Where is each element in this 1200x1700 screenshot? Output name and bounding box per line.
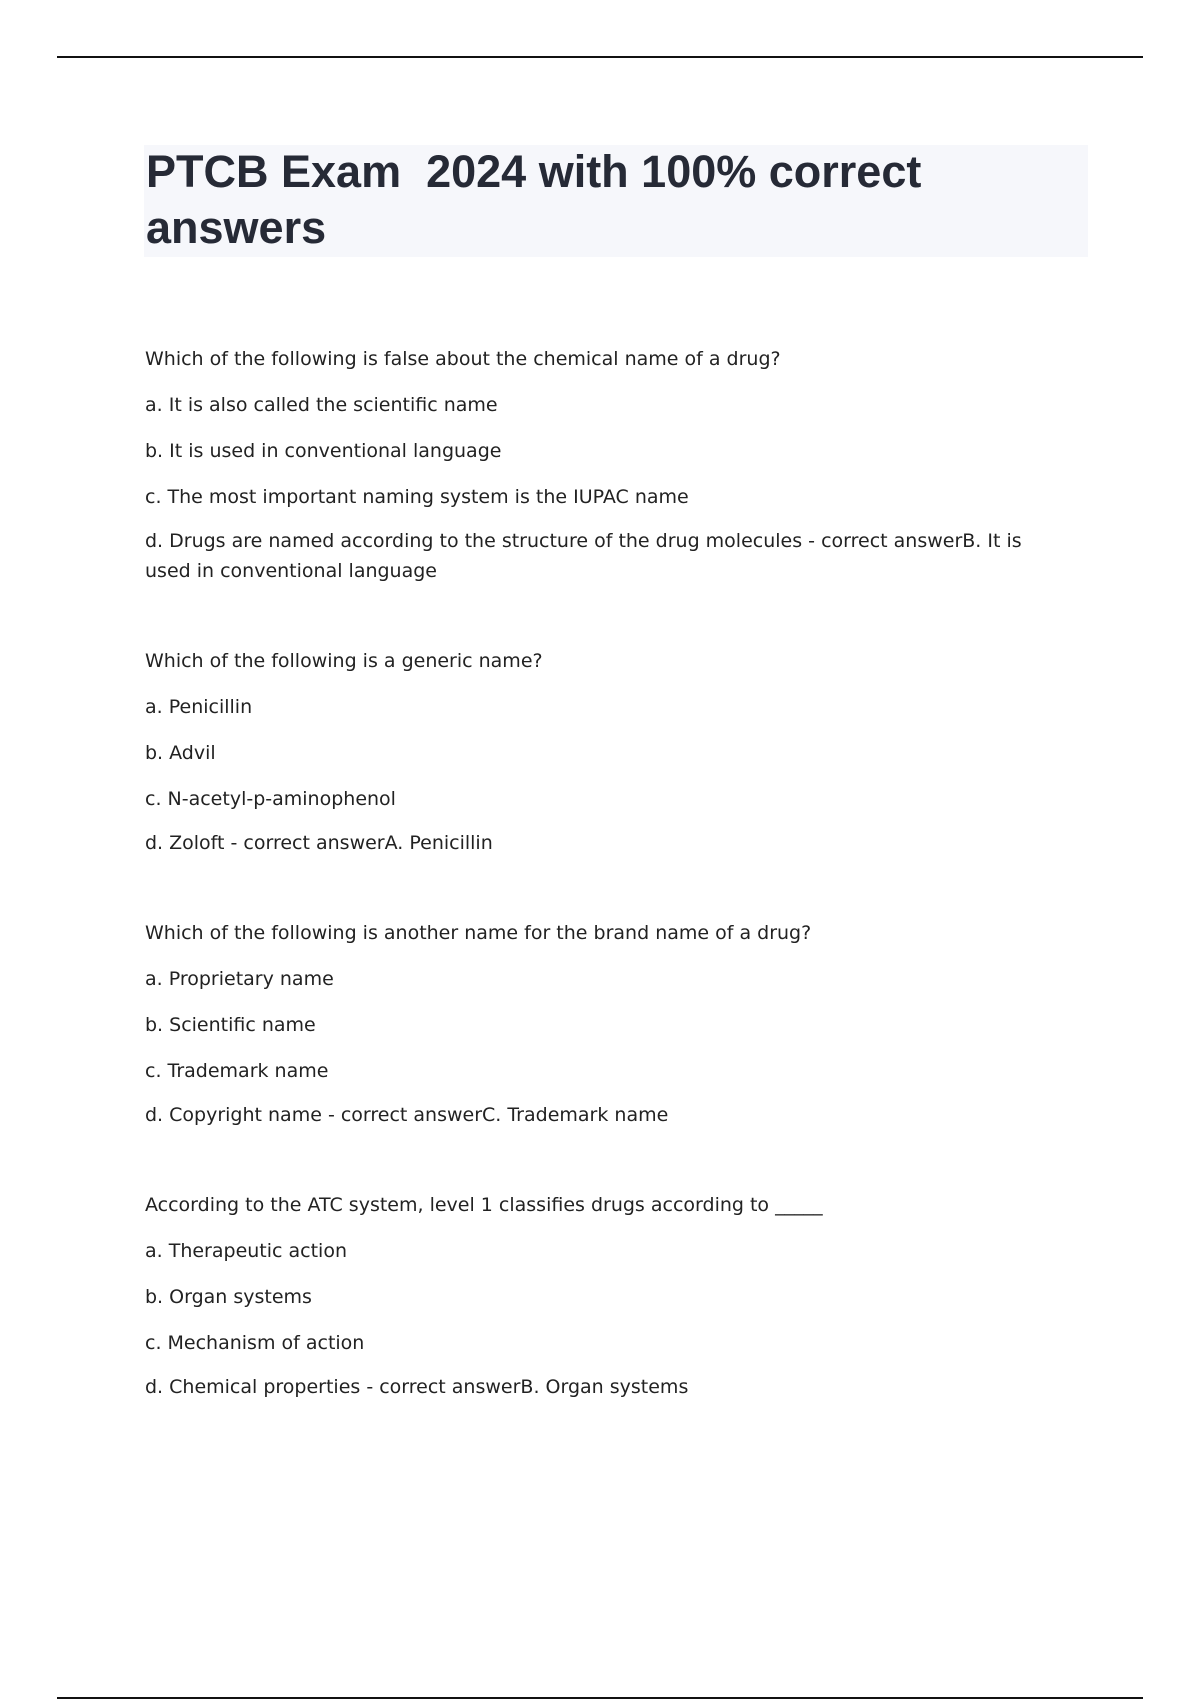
option-b: b. Scientific name [145, 1014, 316, 1036]
question-text: Which of the following is a generic name? [145, 650, 543, 672]
option-c: c. Mechanism of action [145, 1332, 365, 1354]
question-list [145, 344, 1045, 1462]
option-a: a. It is also called the scientific name [145, 394, 498, 416]
question-block-3 [145, 918, 1045, 1130]
option-a: a. Proprietary name [145, 968, 334, 990]
question-block-4 [145, 1190, 1045, 1402]
question-text: According to the ATC system, level 1 classifies drugs according to _____ [145, 1194, 823, 1216]
option-c: c. Trademark name [145, 1060, 329, 1082]
option-c: c. N-acetyl-p-aminophenol [145, 788, 396, 810]
bottom-rule [57, 1697, 1143, 1699]
top-rule [57, 56, 1143, 58]
option-a: a. Penicillin [145, 696, 253, 718]
option-d-with-answer: d. Zoloft - correct answerA. Penicillin [145, 832, 493, 854]
question-block-1 [145, 344, 1045, 586]
option-d-with-answer: d. Drugs are named according to the structure of the drug molecules - correct answerB. It is used in conventional language [145, 530, 1028, 582]
option-b: b. It is used in conventional language [145, 440, 502, 462]
question-block-2 [145, 646, 1045, 858]
page-title: PTCB Exam 2024 with 100% correct answers [146, 146, 934, 253]
option-c: c. The most important naming system is the IUPAC name [145, 486, 689, 508]
question-text: Which of the following is false about the chemical name of a drug? [145, 348, 781, 370]
option-d-with-answer: d. Copyright name - correct answerC. Trademark name [145, 1104, 669, 1126]
option-b: b. Advil [145, 742, 216, 764]
option-d-with-answer: d. Chemical properties - correct answerB. Organ systems [145, 1376, 689, 1398]
question-text: Which of the following is another name for the brand name of a drug? [145, 922, 812, 944]
option-a: a. Therapeutic action [145, 1240, 348, 1262]
option-b: b. Organ systems [145, 1286, 312, 1308]
